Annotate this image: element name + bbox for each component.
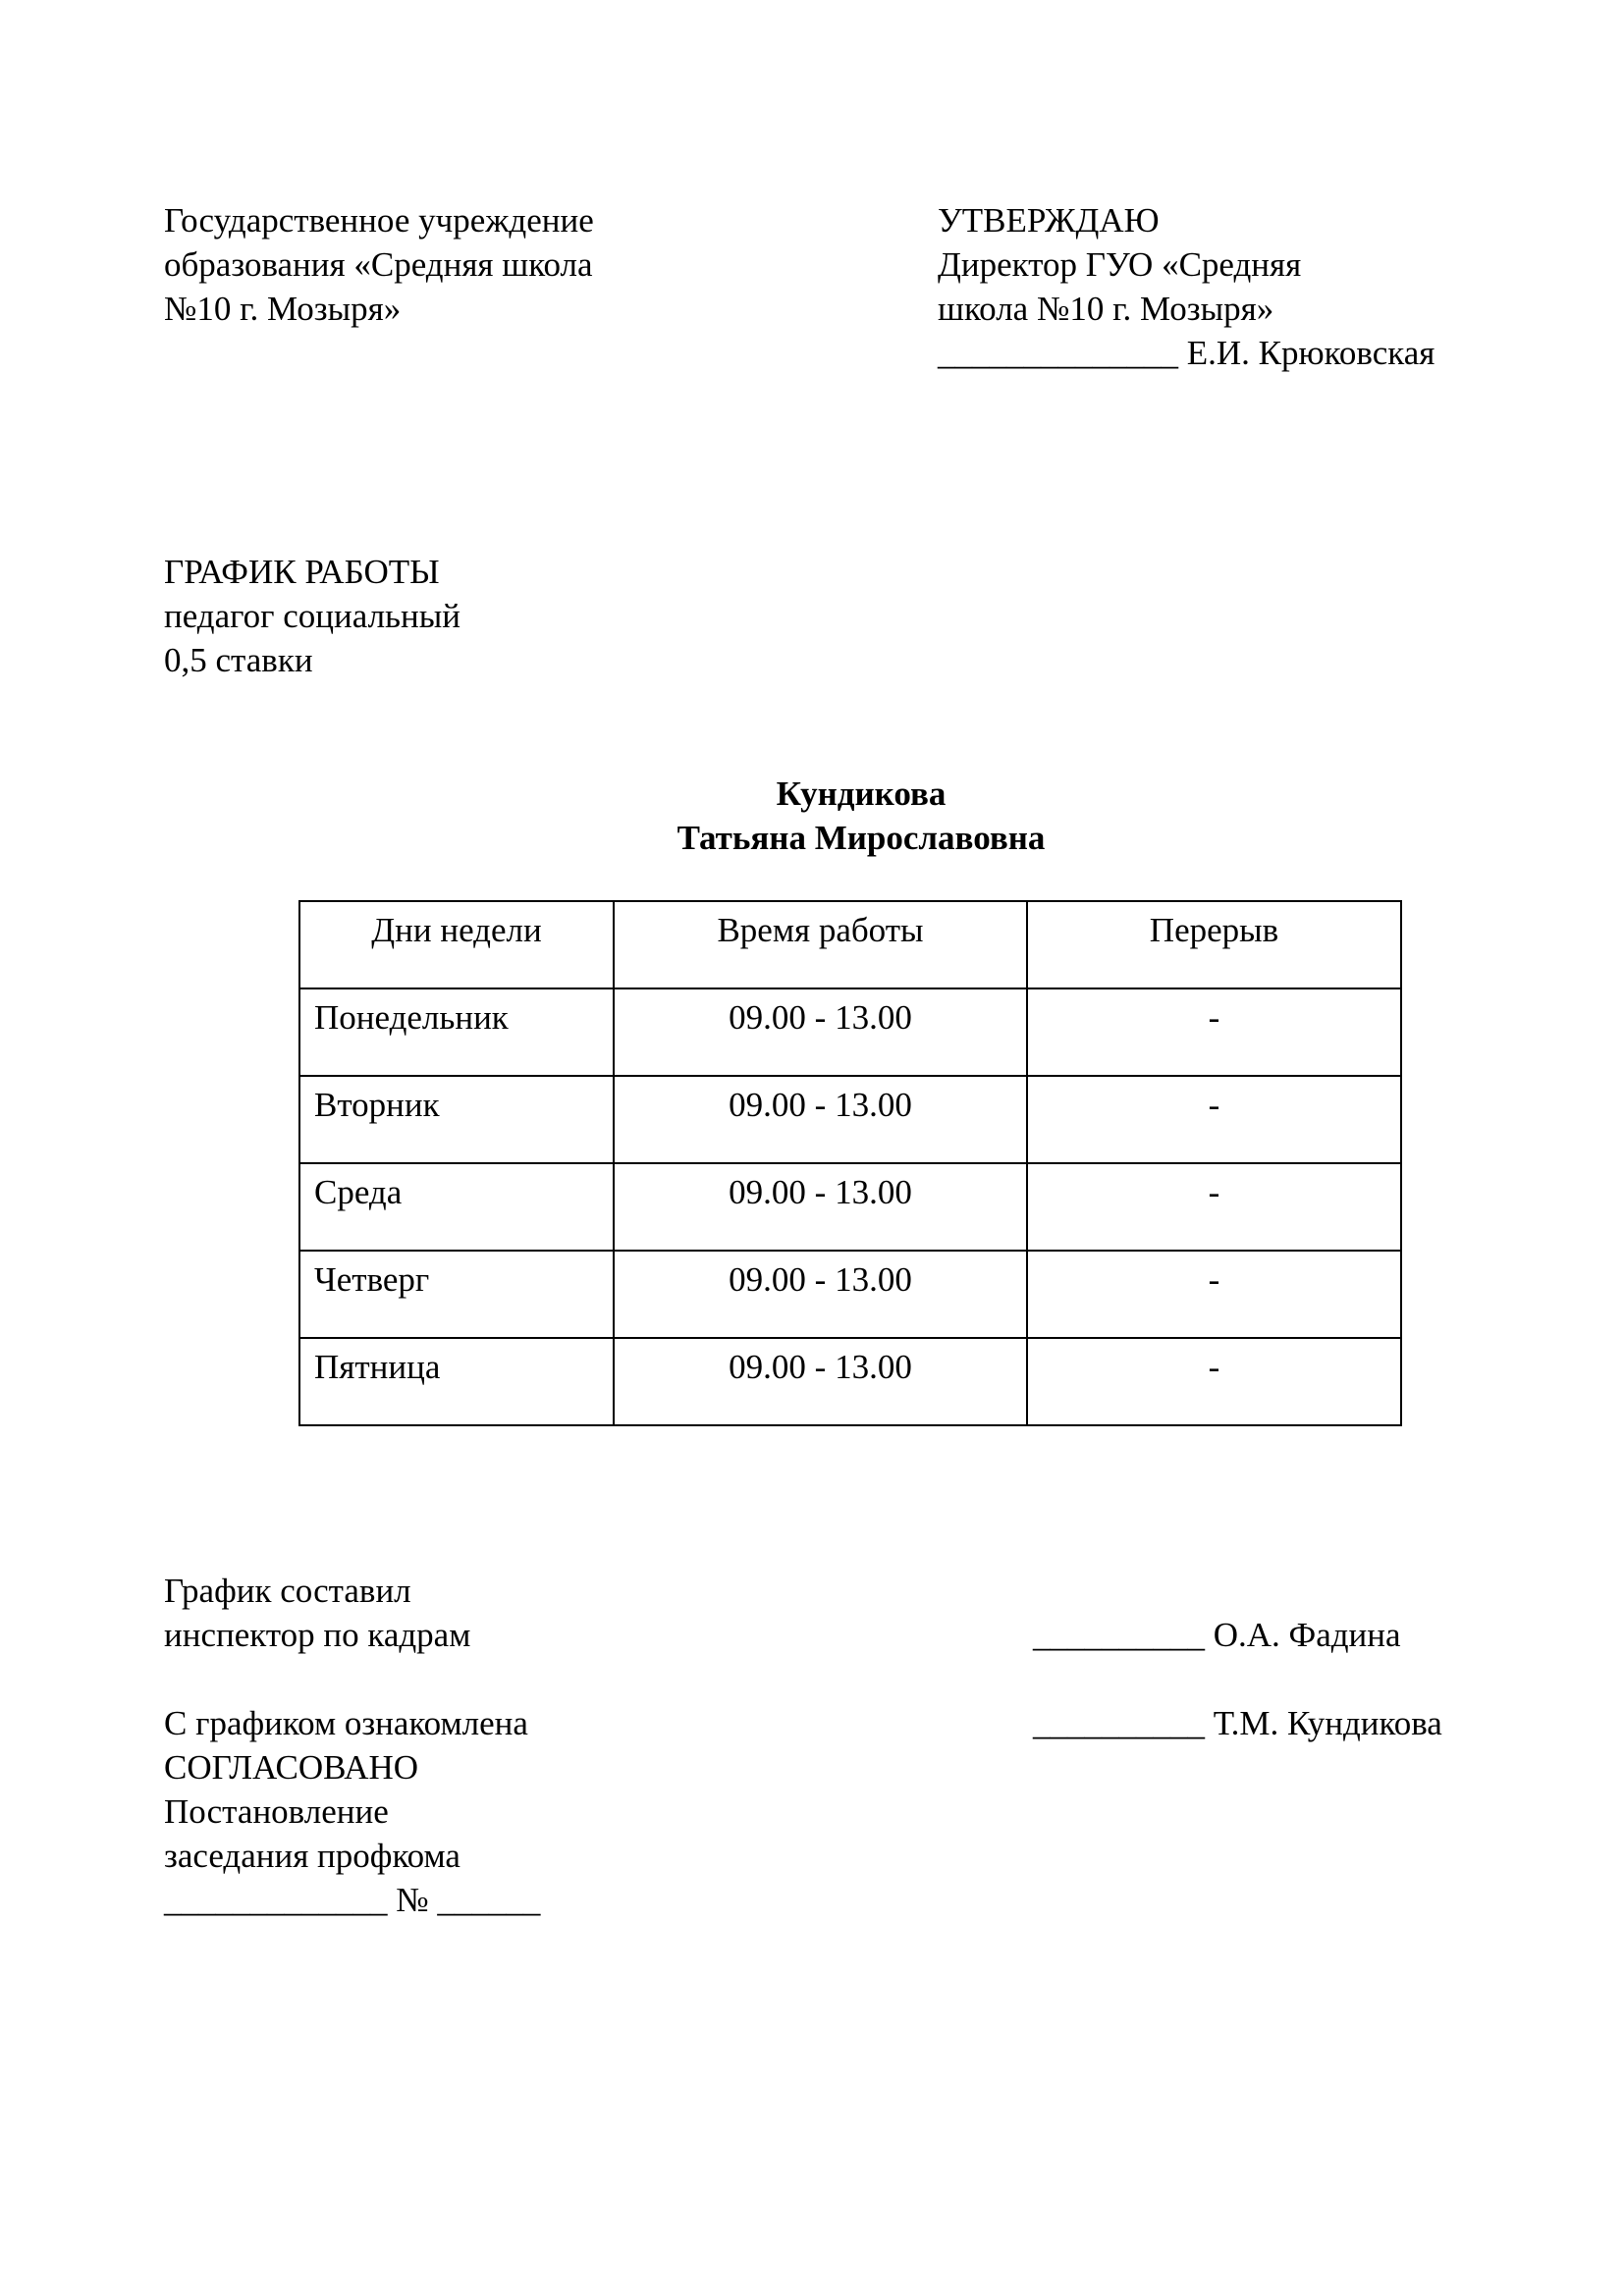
day-cell: Четверг: [299, 1251, 614, 1338]
time-cell: 09.00 - 13.00: [614, 1076, 1027, 1163]
employee-full-name: Татьяна Мирославовна: [677, 819, 1046, 857]
footer-left-block: [164, 1569, 851, 1922]
day-cell: Пятница: [299, 1338, 614, 1425]
break-cell: -: [1027, 1163, 1401, 1251]
approval-signature-line: ______________ Е.И. Крюковская: [938, 334, 1435, 372]
compiler-signature-block: [1033, 1613, 1583, 1657]
table-header-row: [299, 901, 1401, 988]
time-cell: 09.00 - 13.00: [614, 1251, 1027, 1338]
agreed-heading: СОГЛАСОВАНО: [164, 1748, 419, 1787]
acquainted-signature-block: [1033, 1701, 1583, 1745]
schedule-table: [298, 900, 1402, 1426]
break-cell: -: [1027, 1076, 1401, 1163]
employee-surname: Кундикова: [776, 774, 947, 813]
schedule-position: педагог социальный: [164, 597, 460, 635]
employee-name-block: [0, 772, 1624, 860]
resolution-line-2: заседания профкома: [164, 1837, 460, 1875]
acquainted-text: С графиком ознакомлена: [164, 1704, 528, 1742]
footer-spacer: [164, 1657, 851, 1701]
approval-block: [938, 198, 1576, 375]
schedule-rate: 0,5 ставки: [164, 641, 313, 679]
table-row: [299, 1163, 1401, 1251]
resolution-line-1: Постановление: [164, 1792, 389, 1831]
break-cell: -: [1027, 1251, 1401, 1338]
header-time: Время работы: [614, 901, 1027, 988]
acquainted-signature: __________ Т.М. Кундикова: [1033, 1704, 1442, 1742]
organization-line-3: №10 г. Мозыря»: [164, 290, 402, 328]
approval-line-1: Директор ГУО «Средняя: [938, 245, 1302, 284]
day-cell: Понедельник: [299, 988, 614, 1076]
organization-block: [164, 198, 773, 331]
compiled-by-line-1: График составил: [164, 1572, 411, 1610]
organization-line-1: Государственное учреждение: [164, 201, 594, 240]
time-cell: 09.00 - 13.00: [614, 988, 1027, 1076]
header-days: Дни недели: [299, 901, 614, 988]
day-cell: Вторник: [299, 1076, 614, 1163]
table-row: [299, 1338, 1401, 1425]
time-cell: 09.00 - 13.00: [614, 1338, 1027, 1425]
compiled-by-line-2: инспектор по кадрам: [164, 1616, 471, 1654]
table-row: [299, 1251, 1401, 1338]
schedule-title: ГРАФИК РАБОТЫ: [164, 553, 440, 591]
time-cell: 09.00 - 13.00: [614, 1163, 1027, 1251]
break-cell: -: [1027, 988, 1401, 1076]
day-cell: Среда: [299, 1163, 614, 1251]
compiler-signature: __________ О.А. Фадина: [1033, 1616, 1401, 1654]
table-row: [299, 988, 1401, 1076]
schedule-title-block: [164, 550, 851, 682]
approval-heading: УТВЕРЖДАЮ: [938, 201, 1160, 240]
table-row: [299, 1076, 1401, 1163]
organization-line-2: образования «Средняя школа: [164, 245, 593, 284]
header-break: Перерыв: [1027, 901, 1401, 988]
break-cell: -: [1027, 1338, 1401, 1425]
approval-line-2: школа №10 г. Мозыря»: [938, 290, 1274, 328]
resolution-number-line: _____________ № ______: [164, 1881, 541, 1919]
